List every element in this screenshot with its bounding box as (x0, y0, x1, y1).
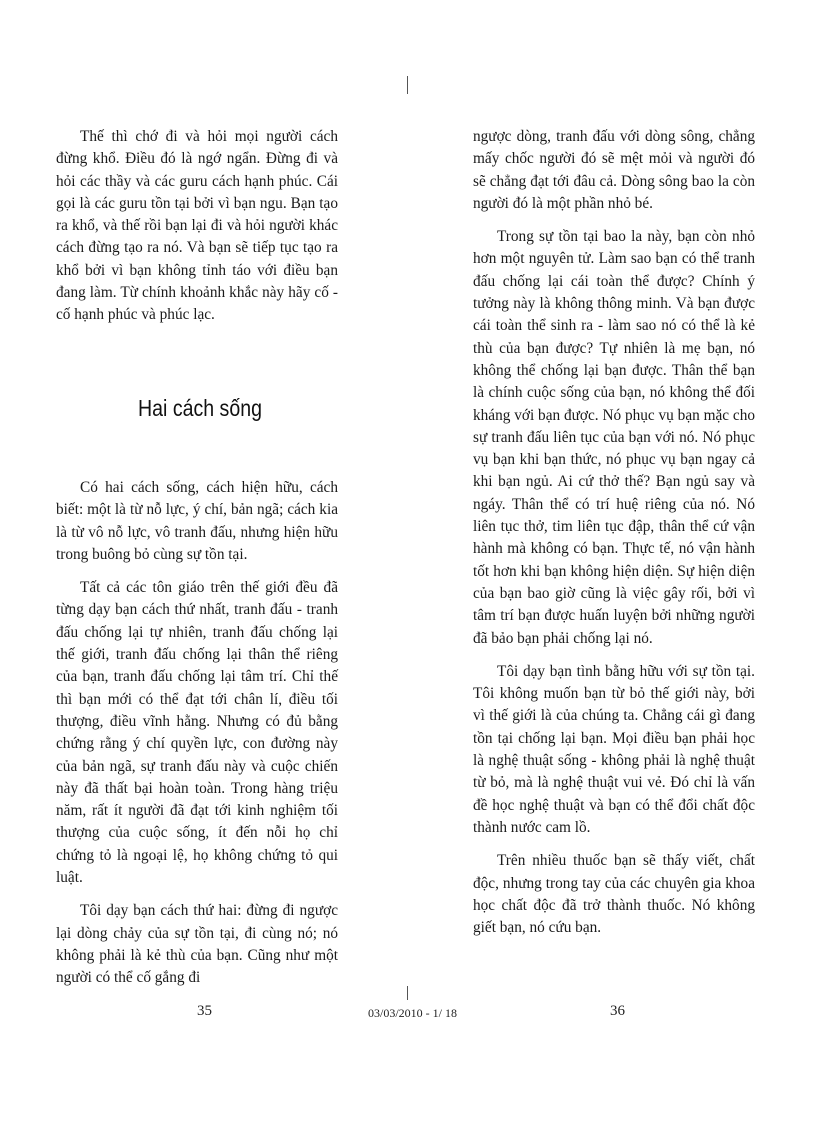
paragraph: Thế thì chớ đi và hỏi mọi người cách đừng khổ. Điều đó là ngớ ngẩn. Đừng đi và hỏi các thầy và các guru cách hạnh phúc. Cái gọi là các guru tồn tại bởi vì bạn ngu. Bạn tạo ra khổ, và thế rồi bạn lại đi và hỏi người khác cách đừng tạo ra nó. Và bạn sẽ tiếp tục tạo ra khổ bởi vì bạn không tỉnh táo với điều bạn đang làm. Từ chính khoảnh khắc này hãy cố - cố hạnh phúc và phúc lạc. (56, 128, 338, 324)
paragraph-continuation: ngược dòng, tranh đấu với dòng sông, chẳng mấy chốc người đó sẽ mệt mỏi và người đó sẽ chẳng đạt tới đâu cả. Dòng sông bao la còn người đó là một phần nhỏ bé. (473, 128, 755, 212)
paragraph: Có hai cách sống, cách hiện hữu, cách biết: một là từ nỗ lực, ý chí, bản ngã; cách kia là từ vô nỗ lực, vô tranh đấu, nhưng hiện hữu trong buông bỏ cùng sự tồn tại. (56, 478, 338, 563)
right-page-number: 36 (610, 1003, 625, 1019)
center-fold-mark-bottom (407, 986, 408, 1000)
paragraph: Tôi dạy bạn cách thứ hai: đừng đi ngược lại dòng chảy của sự tồn tại, đi cùng nó; nó không phải là kẻ thù của bạn. Cũng như một người có thể cố gắng đi (56, 902, 338, 987)
center-fold-mark-top (407, 76, 408, 94)
left-page-number: 35 (197, 1003, 212, 1019)
right-page-column (473, 126, 755, 950)
left-page-column (56, 126, 338, 1001)
paragraph: Tôi dạy bạn tình bằng hữu với sự tồn tại. Tôi không muốn bạn từ bỏ thế giới này, bởi vì thế giới là của chúng ta. Chẳng cái gì đang tồn tại chống lại bạn. Mọi điều bạn phải học là nghệ thuật sống - không phải là nghệ thuật từ bỏ, mà là nghệ thuật vui vẻ. Đó chỉ là vấn đề học nghệ thuật và bạn có thể đổi chất độc thành nước cam lồ. (473, 662, 755, 836)
paragraph: Trên nhiều thuốc bạn sẽ thấy viết, chất độc, nhưng trong tay của các chuyên gia khoa học chất độc đã trở thành thuốc. Nó không giết bạn, nó cứu bạn. (473, 852, 755, 937)
print-info: 03/03/2010 - 1/ 18 (368, 1006, 457, 1020)
paragraph: Tất cả các tôn giáo trên thế giới đều đã từng dạy bạn cách thứ nhất, tranh đấu - tranh đấu chống lại tự nhiên, tranh đấu chống lại thế giới, tranh đấu chống lại thân thể riêng của bạn, tranh đấu chống lại tâm trí. Chỉ thế thì bạn mới có thể đạt tới chân lí, điều tối thượng, điều vĩnh hằng. Nhưng có đủ bằng chứng rằng ý chí quyền lực, con đường này của bản ngã, sự tranh đấu này và cuộc chiến này đã thất bại hoàn toàn. Trong hàng triệu năm, rất ít người đã đạt tới kinh nghiệm tối thượng của cuộc sống, ít đến nỗi họ chỉ chứng tỏ là ngoại lệ, họ không chứng tỏ qui luật. (56, 579, 338, 887)
paragraph: Trong sự tồn tại bao la này, bạn còn nhỏ hơn một nguyên tử. Làm sao bạn có thể tranh đấu chống lại cái toàn thể được? Chính ý tưởng này là không thông minh. Và bạn được cái toàn thể sinh ra - làm sao nó có thể là kẻ thù của bạn được? Tự nhiên là mẹ bạn, nó không thể chống lại bạn được. Thân thể bạn là chính cuộc sống của bạn, nó không thể đối kháng với bạn được. Nó phục vụ bạn mặc cho sự tranh đấu liên tục của bạn với nó. Nó phục vụ bạn khi bạn thức, nó phục vụ bạn ngay cả khi bạn ngủ. Ai cứ thở thế? Bạn ngủ say và ngáy. Thân thể có trí huệ riêng của nó. Nó liên tục thở, tim liên tục đập, thân thể cứ vận hành mà không có bạn. Thực tế, nó vận hành tốt hơn khi bạn không hiện diện. Sự hiện diện của bạn bao giờ cũng là việc gây rối, bởi vì tâm trí bạn được huấn luyện bởi những người đã bảo bạn phải chống lại nó. (473, 228, 755, 647)
section-heading: Hai cách sống (138, 394, 262, 421)
